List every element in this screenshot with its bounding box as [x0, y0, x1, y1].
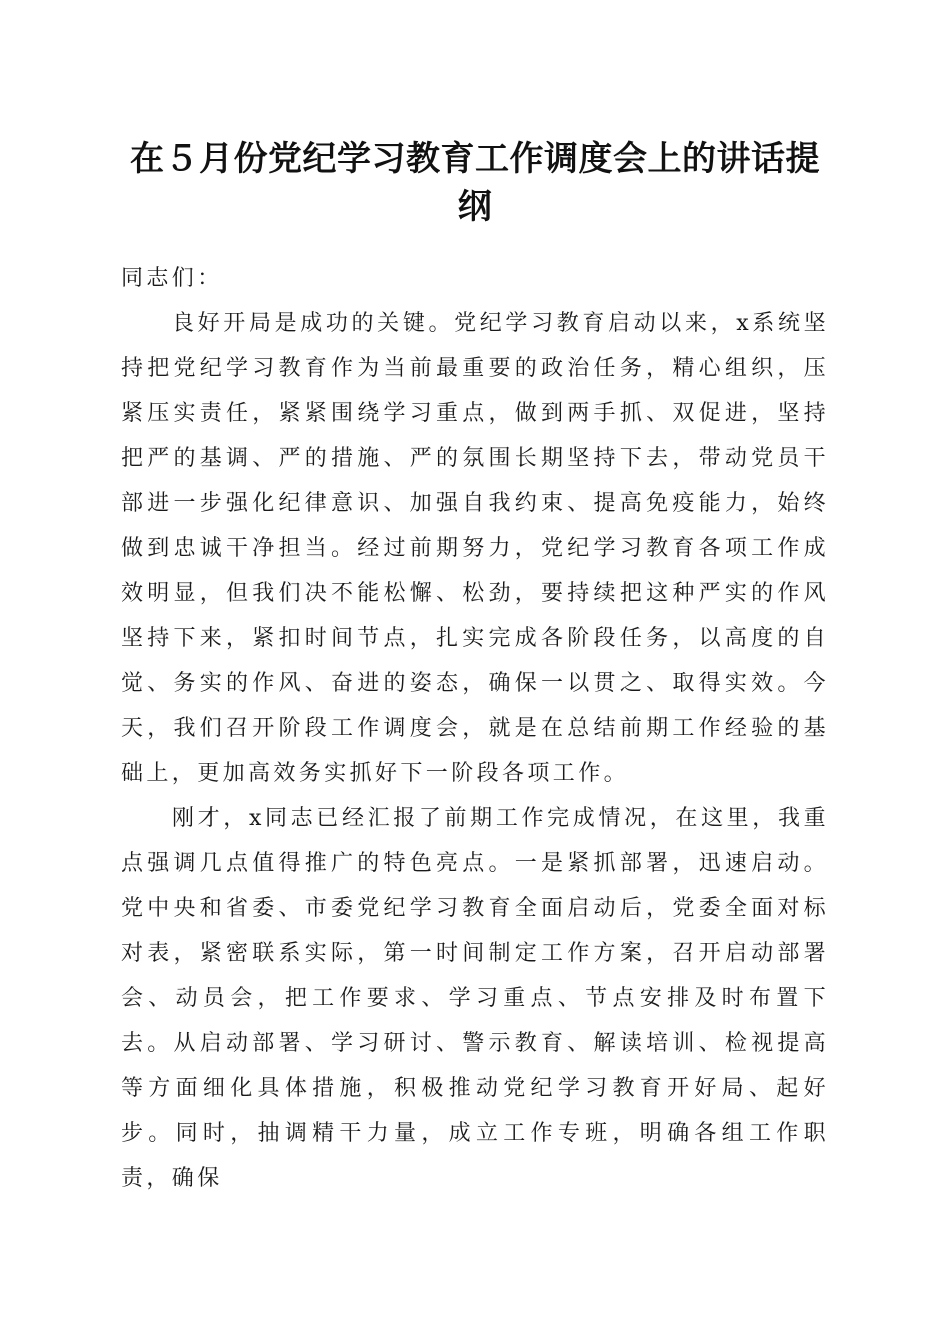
paragraph-opening: 良好开局是成功的关键。党纪学习教育启动以来，x系统坚持把党纪学习教育作为当前最重要的政治任务，精心组织，压紧压实责任，紧紧围绕学习重点，做到两手抓、双促进，坚持把严的基调、严的措施、严的氛围长期坚持下去，带动党员干部进一步强化纪律意识、加强自我约束、提高免疫能力，始终做到忠诚干净担当。经过前期努力，党纪学习教育各项工作成效明显，但我们决不能松懈、松劲，要持续把这种严实的作风坚持下来，紧扣时间节点，扎实完成各阶段任务，以高度的自觉、务实的作风、奋进的姿态，确保一以贯之、取得实效。今天，我们召开阶段工作调度会，就是在总结前期工作经验的基础上，更加高效务实抓好下一阶段各项工作。 — [121, 311, 829, 786]
salutation: 同志们： — [121, 266, 223, 291]
paragraph-highlights: 刚才，x同志已经汇报了前期工作完成情况，在这里，我重点强调几点值得推广的特色亮点。一是紧抓部署，迅速启动。党中央和省委、市委党纪学习教育全面启动后，党委全面对标对表，紧密联系实际，第一时间制定工作方案，召开启动部署会、动员会，把工作要求、学习重点、节点安排及时布置下去。从启动部署、学习研讨、警示教育、解读培训、检视提高等方面细化具体措施，积极推动党纪学习教育开好局、起好步。同时，抽调精干力量，成立工作专班，明确各组工作职责，确保 — [121, 806, 829, 1191]
document-body — [121, 256, 829, 1201]
document-title: 在５月份党纪学习教育工作调度会上的讲话提纲 — [130, 139, 820, 227]
